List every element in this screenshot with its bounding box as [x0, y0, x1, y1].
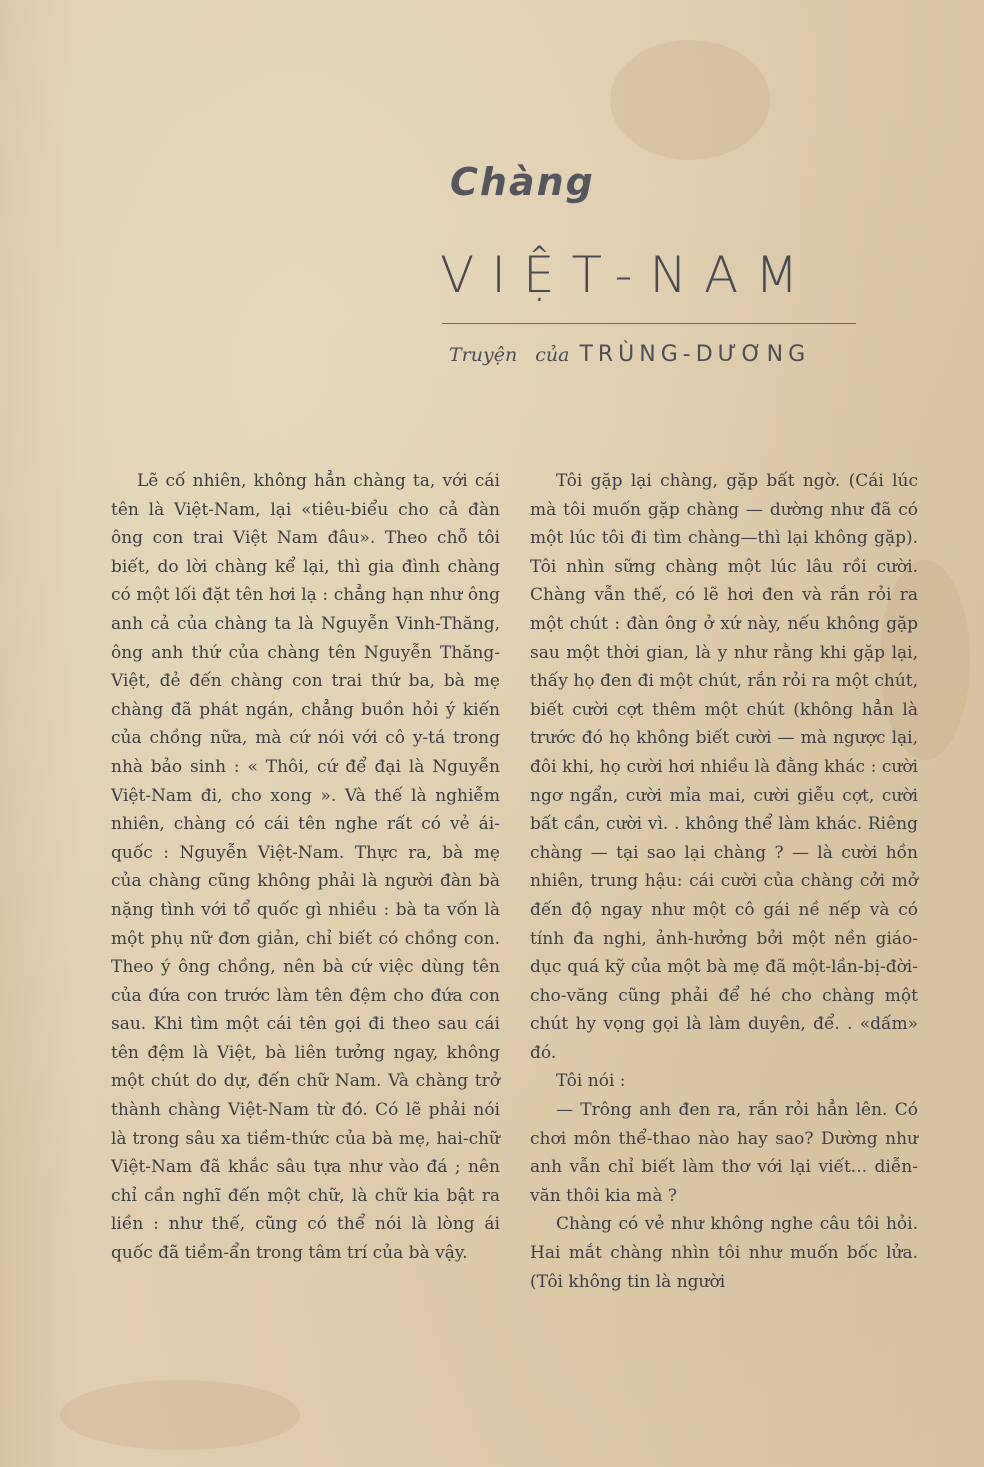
text-column-right [530, 467, 918, 1296]
title-line-1: Chàng [450, 160, 595, 204]
paragraph: Chàng có vẻ như không nghe câu tôi hỏi. Hai mắt chàng nhìn tôi như muốn bốc lửa. (Tôi không tin là người [530, 1214, 918, 1292]
title-line-2: VIỆT-NAM [440, 246, 816, 304]
paper-stain [610, 40, 770, 160]
byline-label: Truyện [449, 344, 518, 366]
paper-stain [60, 1380, 300, 1450]
title-divider [442, 323, 856, 324]
author-name: TRÙNG-DƯƠNG [579, 342, 811, 367]
paragraph: Lẽ cố nhiên, không hẳn chàng ta, với cái tên là Việt-Nam, lại «tiêu-biểu cho cả đàn ông con trai Việt Nam đâu». Theo chỗ tôi biết, do lời chàng kể lại, thì gia đình chàng có một lối đặt tên hơi lạ : chẳng hạn như ông anh cả của chàng ta là Nguyễn Vinh-Thăng, ông anh thứ của chàng tên Nguyễn Thăng-Việt, đẻ đến chàng con trai thứ ba, bà mẹ chàng đã phát ngán, chẳng buồn hỏi ý kiến của chồng nữa, mà cứ nói với cô y-tá trong nhà bảo sinh : « Thôi, cứ để đại là Nguyễn Việt-Nam đi, cho xong ». Và thế là nghiễm nhiên, chàng có cái tên nghe rất có vẻ ái-quốc : Nguyễn Việt-Nam. Thực ra, bà mẹ của chàng cũng không phải là người đàn bà nặng tình với tổ quốc gì nhiều : bà ta vốn là một phụ nữ đơn giản, chỉ biết có chồng con. Theo ý ông chồng, nên bà cứ việc dùng tên của đứa con trước làm tên đệm cho đứa con sau. Khi tìm một cái tên gọi đi theo sau cái tên đệm là Việt, bà liên tưởng ngay, không một chút do dự, đến chữ Nam. Và chàng trở thành chàng Việt-Nam từ đó. Có lẽ phải nói là trong sâu xa tiềm-thức của bà mẹ, hai-chữ Việt-Nam đã khắc sâu tựa như vào đá ; nên chỉ cần nghĩ đến một chữ, là chữ kia bật ra liền : như thế, cũng có thể nói là lòng ái quốc đã tiềm-ẩn trong tâm trí của bà vậy. [111, 471, 500, 1264]
text-column-left [111, 467, 500, 1268]
paragraph: Tôi nói : [556, 1071, 626, 1092]
paragraph: Tôi gặp lại chàng, gặp bất ngờ. (Cái lúc mà tôi muốn gặp chàng — dường như đã có một lúc tôi đi tìm chàng—thì lại không gặp). Tôi nhìn sững chàng một lúc lâu rồi cười. Chàng vẫn thế, có lẽ hơi đen và rắn rỏi ra một chút : đàn ông ở xứ này, nếu không gặp sau một thời gian, là y như rằng khi gặp lại, thấy họ đen đi một chút, rắn rỏi ra một chút, biết cười cợt thêm một chút (không hẳn là trước đó họ không biết cười — mà ngược lại, đôi khi, họ cười hơi nhiều là đằng khác : cười ngơ ngẩn, cười mỉa mai, cười giễu cợt, cười bất cần, cười vì. . không thể làm khác. Riêng chàng — tại sao lại chàng ? — là cười hồn nhiên, trung hậu: cái cười của chàng cởi mở đến độ ngay như một cô gái nề nếp và có tính đa nghi, ảnh-hưởng bởi một nền giáo-dục quá kỹ của một bà mẹ đã một-lần-bị-đời-cho-văng cũng phải để hé cho chàng một chút hy vọng gọi là làm duyên, để. . «dấm» đó. [530, 471, 918, 1063]
byline [449, 342, 810, 367]
paragraph: — Trông anh đen ra, rắn rỏi hẳn lên. Có chơi môn thể-thao nào hay sao? Dường như anh vẫn chỉ biết làm thơ với lại viết... diễn-văn thôi kia mà ? [530, 1100, 918, 1206]
byline-of: của [535, 344, 570, 366]
